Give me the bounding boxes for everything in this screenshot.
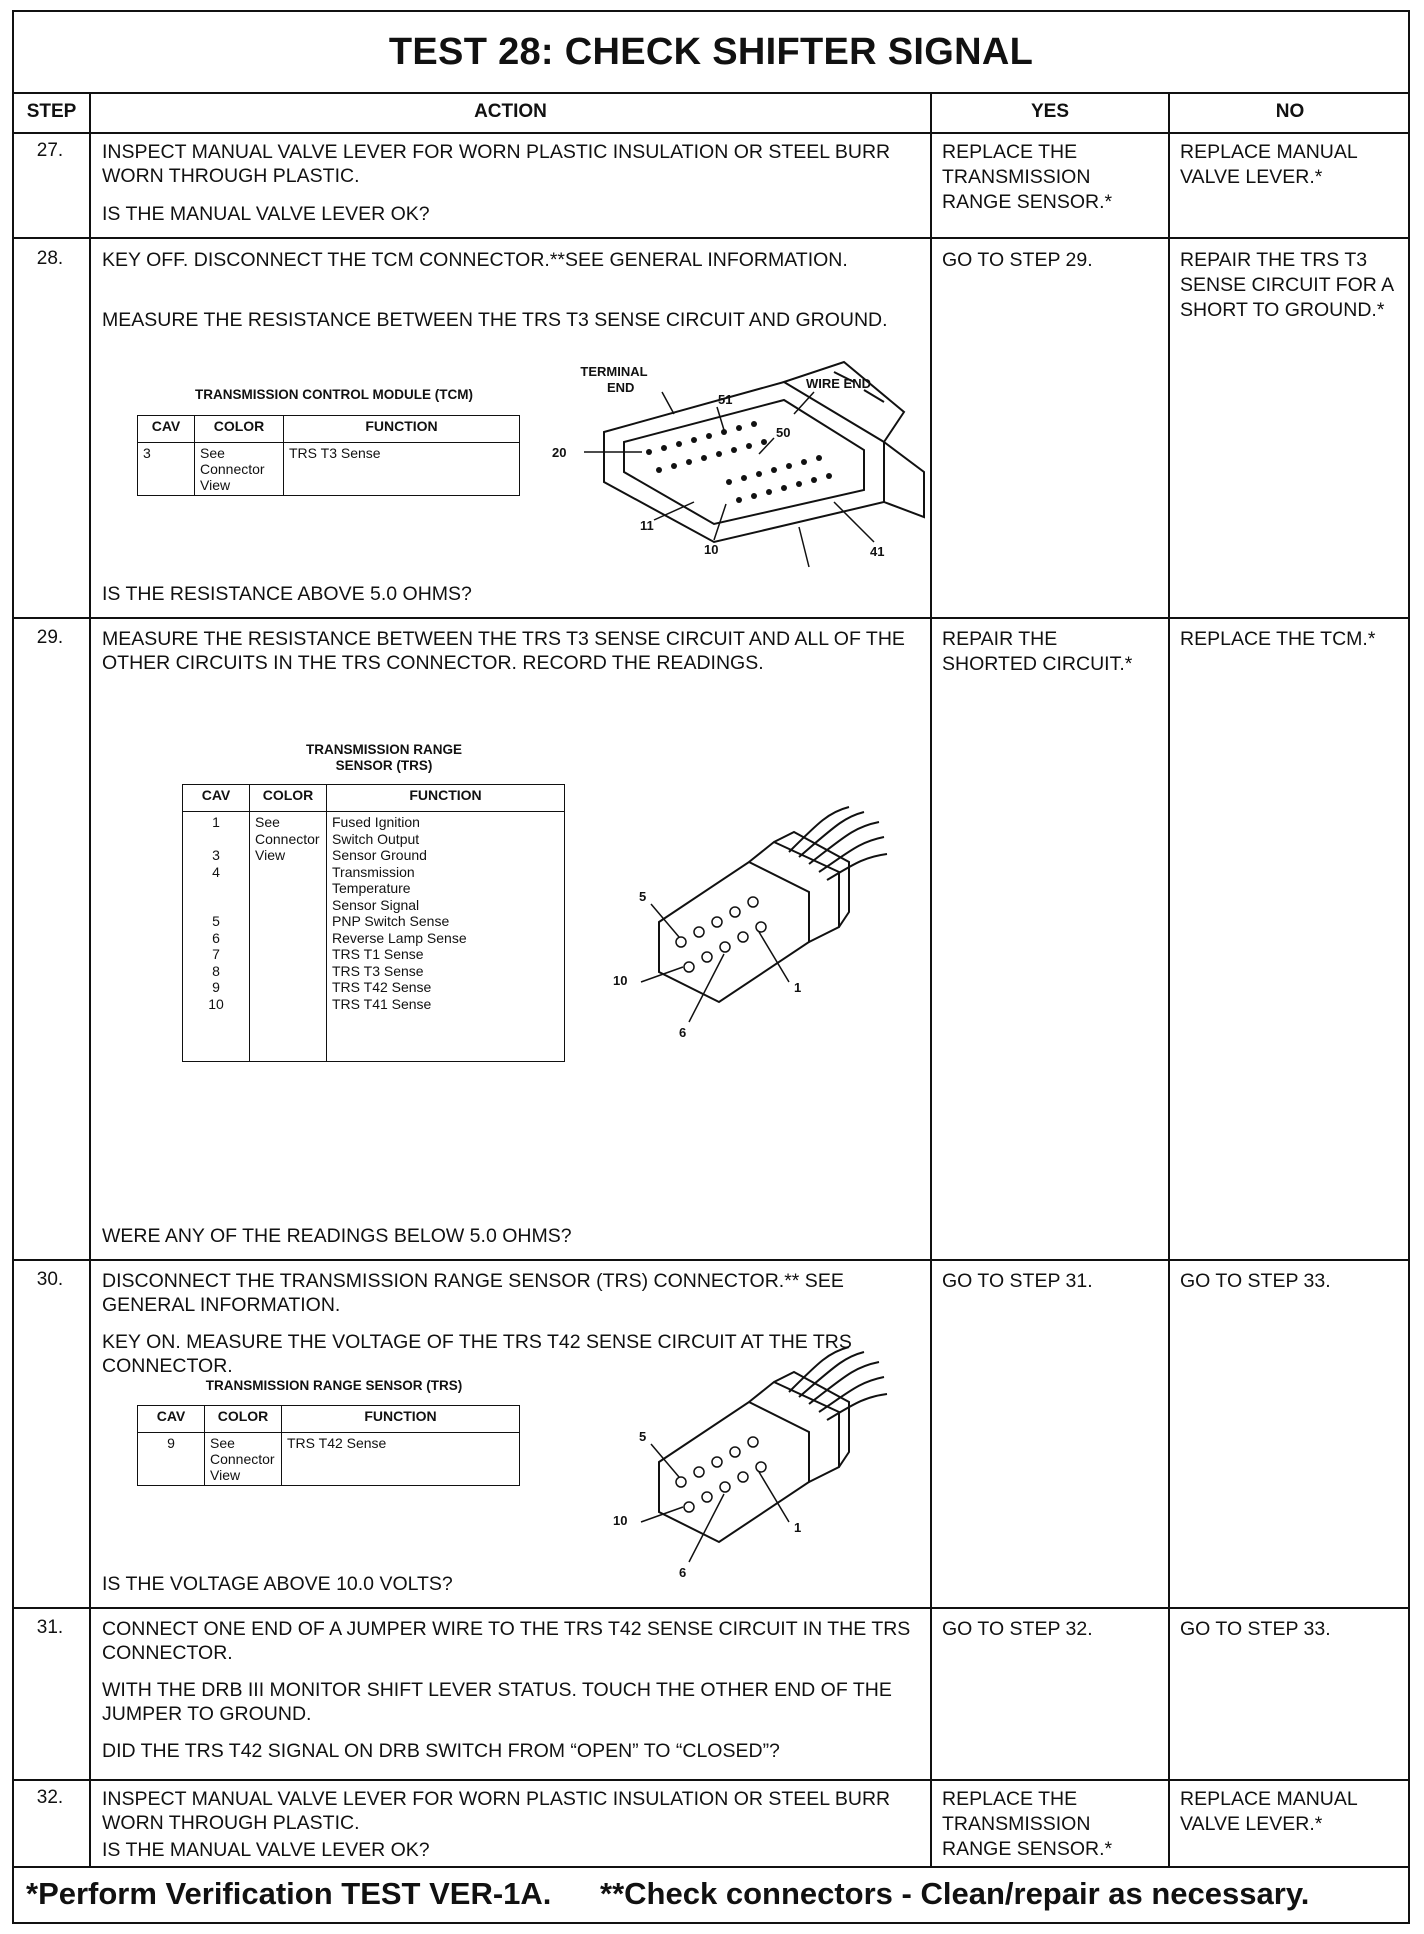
step-question: DID THE TRS T42 SIGNAL ON DRB SWITCH FROM “OPEN” TO “CLOSED”? bbox=[102, 1740, 780, 1762]
step-action-text: WITH THE DRB III MONITOR SHIFT LEVER STATUS. TOUCH THE OTHER END OF THE JUMPER TO GROUND. bbox=[102, 1679, 892, 1725]
cav-header: CAV bbox=[138, 1406, 205, 1433]
step-question: IS THE VOLTAGE ABOVE 10.0 VOLTS? bbox=[102, 1573, 453, 1595]
pin-label-6: 6 bbox=[679, 1025, 687, 1040]
pin-label-5: 5 bbox=[639, 1429, 647, 1444]
row-line bbox=[14, 237, 1408, 239]
trs-table-title-line1: TRANSMISSION RANGE bbox=[305, 742, 462, 757]
test-sheet bbox=[12, 10, 1410, 1924]
pin-label-6: 6 bbox=[679, 1565, 687, 1580]
cav-header: CAV bbox=[138, 416, 195, 443]
trs-table-title bbox=[224, 742, 544, 774]
footer-notes bbox=[14, 1866, 1408, 1922]
row-line bbox=[14, 132, 1408, 134]
no-result: REPLACE MANUAL VALVE LEVER.* bbox=[1180, 141, 1357, 188]
function-header: FUNCTION bbox=[284, 416, 520, 443]
col-divider-yes bbox=[1168, 92, 1170, 1868]
yes-result: GO TO STEP 32. bbox=[942, 1618, 1093, 1640]
wire-end-label: WIRE END bbox=[806, 376, 871, 391]
step-number: 29. bbox=[36, 627, 64, 648]
yes-result: REPLACE THE TRANSMISSION RANGE SENSOR.* bbox=[942, 141, 1113, 213]
step-action-text: MEASURE THE RESISTANCE BETWEEN THE TRS T3 SENSE CIRCUIT AND ALL OF THE OTHER CIRCUITS IN THE TRS CONNECTOR. RECORD THE READINGS. bbox=[102, 628, 905, 674]
step-action-text: KEY ON. MEASURE THE VOLTAGE OF THE TRS T42 SENSE CIRCUIT AT THE TRS CONNECTOR. bbox=[102, 1331, 852, 1377]
cav-cell: 9 bbox=[138, 1433, 205, 1486]
cav-cell: 3 bbox=[138, 443, 195, 496]
footer-connector-note: **Check connectors - Clean/repair as necessary. bbox=[600, 1876, 1310, 1911]
step-action-text: KEY OFF. DISCONNECT THE TCM CONNECTOR.**SEE GENERAL INFORMATION. bbox=[102, 249, 848, 271]
pin-label-10: 10 bbox=[704, 542, 719, 557]
cav-list: 1 3 4 5 6 7 8 9 10 bbox=[183, 812, 250, 1062]
pin-label-41: 41 bbox=[870, 544, 885, 559]
step-action-text: DISCONNECT THE TRANSMISSION RANGE SENSOR (TRS) CONNECTOR.** SEE GENERAL INFORMATION. bbox=[102, 1270, 844, 1316]
function-list: Fused Ignition Switch Output Sensor Ground Transmission Temperature Sensor Signal PNP Switch Sense Reverse Lamp Sense TRS T1 Sense TRS T3 Sense TRS T42 Sense TRS T41 Sense bbox=[327, 812, 565, 1062]
function-header: FUNCTION bbox=[327, 785, 565, 812]
step-number: 31. bbox=[36, 1617, 64, 1638]
header-no: NO bbox=[1275, 101, 1305, 122]
pin-label-10: 10 bbox=[613, 973, 628, 988]
cav-header: CAV bbox=[183, 785, 250, 812]
header-yes: YES bbox=[1030, 101, 1070, 122]
step-question: IS THE RESISTANCE ABOVE 5.0 OHMS? bbox=[102, 583, 472, 605]
step-number: 27. bbox=[36, 140, 64, 161]
function-cell: TRS T3 Sense bbox=[284, 443, 520, 496]
pin-label-5: 5 bbox=[639, 889, 647, 904]
header-action: ACTION bbox=[474, 101, 547, 122]
row-line bbox=[14, 1259, 1408, 1261]
step-question: IS THE MANUAL VALVE LEVER OK? bbox=[102, 1839, 430, 1861]
pin-label-51: 51 bbox=[718, 392, 733, 407]
no-result: GO TO STEP 33. bbox=[1180, 1270, 1331, 1292]
header-step: STEP bbox=[26, 101, 77, 122]
step-action-text: CONNECT ONE END OF A JUMPER WIRE TO THE TRS T42 SENSE CIRCUIT IN THE TRS CONNECTOR. bbox=[102, 1618, 911, 1664]
trs-cavity-table bbox=[182, 784, 565, 1062]
yes-result: REPLACE THE TRANSMISSION RANGE SENSOR.* bbox=[942, 1788, 1113, 1860]
step-action-text: INSPECT MANUAL VALVE LEVER FOR WORN PLASTIC INSULATION OR STEEL BURR WORN THROUGH PLASTIC. bbox=[102, 141, 891, 187]
yes-result: REPAIR THE SHORTED CIRCUIT.* bbox=[942, 628, 1133, 675]
yes-result: GO TO STEP 31. bbox=[942, 1270, 1093, 1292]
col-divider-step bbox=[89, 92, 91, 1868]
color-header: COLOR bbox=[195, 416, 284, 443]
pin-label-10: 10 bbox=[613, 1513, 628, 1528]
pin-label-1: 1 bbox=[794, 980, 802, 995]
trs-table-title: TRANSMISSION RANGE SENSOR (TRS) bbox=[205, 1378, 463, 1393]
step-action-text: INSPECT MANUAL VALVE LEVER FOR WORN PLASTIC INSULATION OR STEEL BURR WORN THROUGH PLASTIC. bbox=[102, 1788, 891, 1834]
color-cell: See Connector View bbox=[250, 812, 327, 1062]
no-result: REPLACE THE TCM.* bbox=[1180, 628, 1376, 650]
pin-label-11: 11 bbox=[640, 518, 654, 533]
step-number: 28. bbox=[36, 248, 64, 269]
color-cell: See Connector View bbox=[205, 1433, 282, 1486]
function-cell: TRS T42 Sense bbox=[282, 1433, 520, 1486]
function-header: FUNCTION bbox=[282, 1406, 520, 1433]
no-result: REPLACE MANUAL VALVE LEVER.* bbox=[1180, 1788, 1357, 1835]
step-number: 30. bbox=[36, 1269, 64, 1290]
tcm-table-title: TRANSMISSION CONTROL MODULE (TCM) bbox=[195, 387, 473, 402]
color-header: COLOR bbox=[250, 785, 327, 812]
color-header: COLOR bbox=[205, 1406, 282, 1433]
no-result: GO TO STEP 33. bbox=[1180, 1618, 1331, 1640]
no-result: REPAIR THE TRS T3 SENSE CIRCUIT FOR A SHORT TO GROUND.* bbox=[1180, 249, 1394, 321]
step-question: IS THE MANUAL VALVE LEVER OK? bbox=[102, 203, 430, 225]
row-line bbox=[14, 1607, 1408, 1609]
color-cell: See Connector View bbox=[195, 443, 284, 496]
pin-label-50: 50 bbox=[776, 425, 791, 440]
pin-label-20: 20 bbox=[552, 445, 567, 460]
trs-table-title-line2: SENSOR (TRS) bbox=[335, 758, 433, 773]
step-action-text: MEASURE THE RESISTANCE BETWEEN THE TRS T3 SENSE CIRCUIT AND GROUND. bbox=[102, 309, 888, 331]
trs-connector-diagram bbox=[599, 1342, 889, 1597]
page-title: TEST 28: CHECK SHIFTER SIGNAL bbox=[14, 12, 1408, 94]
terminal-end-label: TERMINAL bbox=[580, 364, 648, 379]
row-line bbox=[14, 1779, 1408, 1781]
footer-verification-note: *Perform Verification TEST VER-1A. bbox=[26, 1876, 552, 1911]
trs-connector-diagram bbox=[599, 802, 889, 1052]
step-question: WERE ANY OF THE READINGS BELOW 5.0 OHMS? bbox=[102, 1225, 572, 1247]
step-number: 32. bbox=[36, 1787, 64, 1808]
trs-t42-cavity-table bbox=[137, 1405, 520, 1486]
row-line bbox=[14, 617, 1408, 619]
terminal-end-sub: END bbox=[607, 380, 635, 395]
pin-label-1: 1 bbox=[794, 1520, 802, 1535]
tcm-cavity-table bbox=[137, 415, 520, 496]
tcm-connector-diagram bbox=[554, 352, 934, 582]
yes-result: GO TO STEP 29. bbox=[942, 249, 1093, 271]
